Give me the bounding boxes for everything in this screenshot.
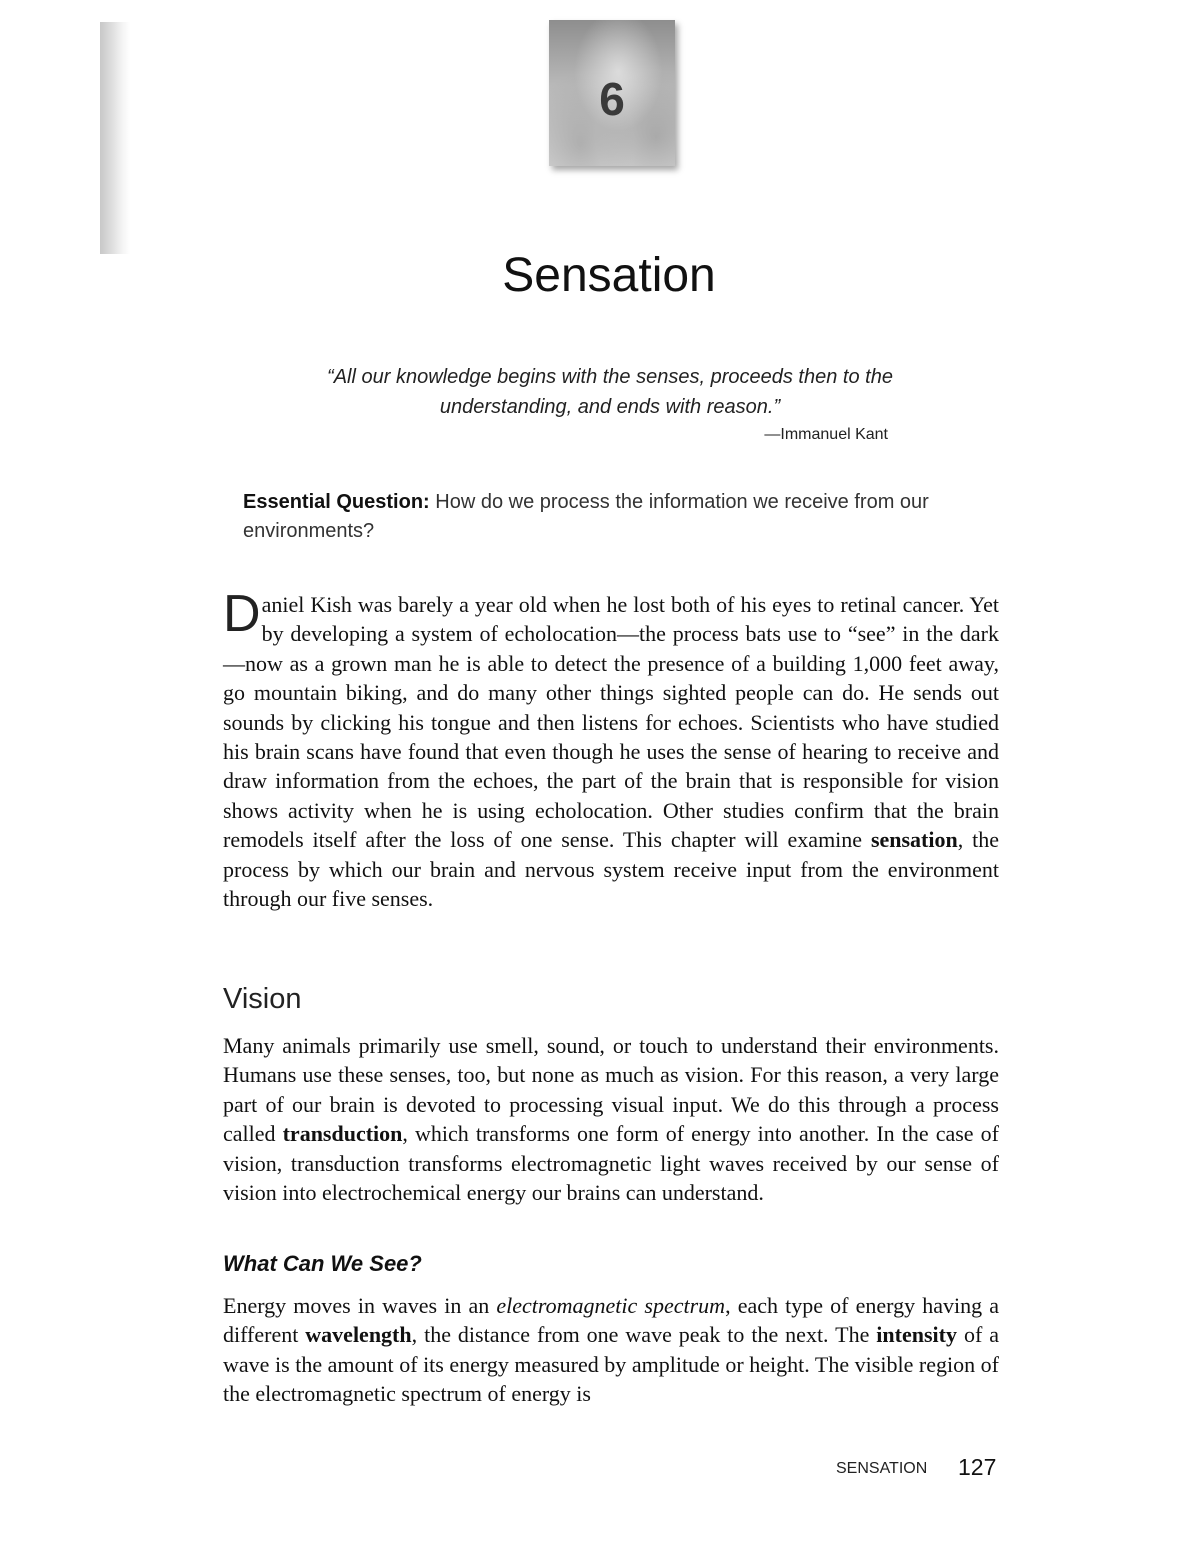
- chapter-title: Sensation: [502, 249, 716, 302]
- vision-paragraph: [223, 1031, 999, 1207]
- epigraph-attribution: —Immanuel Kant: [764, 426, 888, 443]
- subheading-what-can-we-see: What Can We See?: [223, 1251, 422, 1276]
- essential-question-label: Essential Question:: [243, 491, 430, 513]
- chapter-number: 6: [599, 73, 625, 125]
- essential-question-text: How do we process the information we receive from our environments?: [243, 491, 929, 542]
- drop-cap: D: [223, 585, 261, 643]
- epigraph-quote: “All our knowledge begins with the senses, proceeds then to the understanding, and ends with reason.”: [327, 366, 893, 418]
- italic-electromagnetic-spectrum: electromagnetic spectrum: [496, 1293, 726, 1318]
- what-can-we-see-paragraph: [223, 1291, 999, 1409]
- see-text-part1: Energy moves in waves in an: [223, 1293, 497, 1318]
- intro-text-part1: aniel Kish was barely a year old when he lost both of his eyes to retinal cancer. Yet by developing a system of echolocation—the process bats use to “see” in the dark—now as a grown man he is able to detect the presence of a building 1,000 feet away, go mountain biking, and do many other things sighted people can do. He sends out sounds by clicking his tongue and then listens for echoes. Scientists who have studied his brain scans have found that even though he uses the sense of hearing to receive and draw information from the echoes, the part of the brain that is responsible for vision shows activity when he is using echolocation. Other studies confirm that the brain remodels itself after the loss of one sense. This chapter will examine: [223, 592, 999, 853]
- see-text-part2: , each type of energy having a different: [223, 1293, 999, 1348]
- page-edge-shadow: [100, 22, 130, 254]
- vision-text-part2: , which transforms one form of energy into another. In the case of vision, transduction transforms electromagnetic light waves received by our sense of vision into electrochemical energy our brains can understand.: [223, 1121, 999, 1206]
- term-intensity: intensity: [876, 1322, 957, 1348]
- see-text-part4: of a wave is the amount of its energy measured by amplitude or height. The visible region of the electromagnetic spectrum of energy is: [223, 1322, 999, 1407]
- chapter-photo-badge: [549, 20, 675, 166]
- term-wavelength: wavelength: [305, 1322, 412, 1348]
- see-text-part3: , the distance from one wave peak to the next. The: [411, 1322, 877, 1348]
- section-heading-vision: Vision: [223, 983, 302, 1015]
- page-number: 127: [958, 1454, 997, 1480]
- vision-text-part1: Many animals primarily use smell, sound, or touch to understand their environments. Humans use these senses, too, but none as much as vision. For this reason, a very large part of our brain is devoted to processing visual input. We do this through a process called: [223, 1033, 999, 1147]
- intro-paragraph: [223, 585, 999, 913]
- term-transduction: transduction: [282, 1121, 403, 1147]
- essential-question: [243, 488, 1003, 546]
- intro-text-part2: , the process by which our brain and nervous system receive input from the environment through our five senses.: [223, 827, 999, 912]
- term-sensation: sensation: [870, 827, 958, 853]
- running-footer-label: SENSATION: [836, 1460, 928, 1477]
